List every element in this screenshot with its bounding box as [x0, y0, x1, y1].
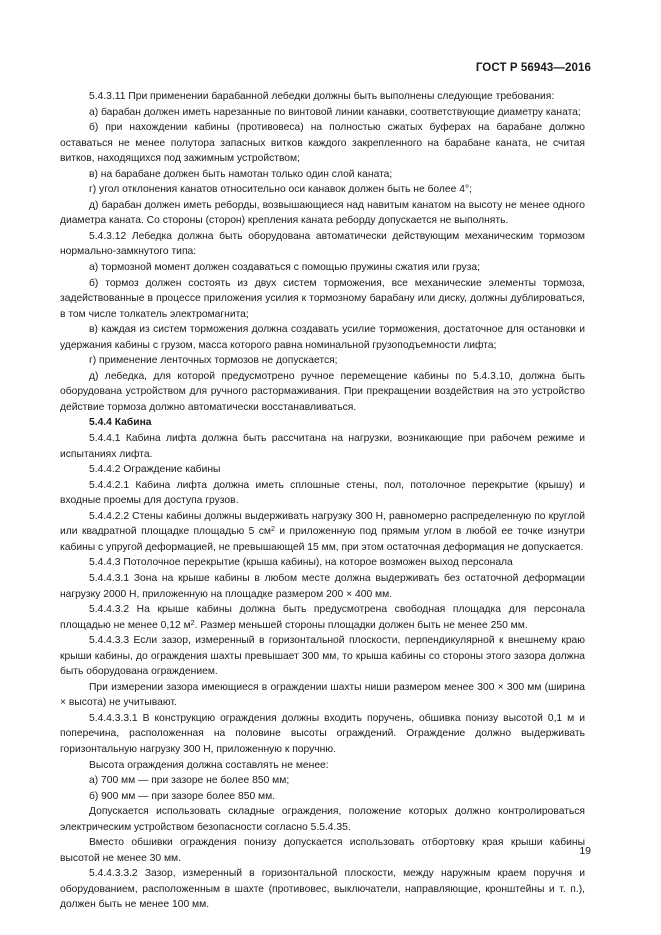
- list-item: г) применение ленточных тормозов не допускается;: [89, 355, 338, 367]
- paragraph: 5.4.3.11 При применении барабанной лебедки должны быть выполнены следующие требования:: [89, 91, 555, 102]
- paragraph: Вместо обшивки ограждения понизу допускается использовать отбортовку края крыши кабины высотой не менее 30 мм.: [60, 837, 585, 864]
- paragraph: [60, 602, 585, 633]
- paragraph: 5.4.4.3.1 Зона на крыше кабины в любом месте должна выдерживать без остаточной деформации нагрузку 2000 Н, приложенную на площадке размером 200 × 400 мм.: [60, 572, 585, 600]
- text-run: и приложенную под прямым углом в любой ее точке изнутри кабины с упругой деформацией, не превышающей 15 мм, при этом остаточная деформация не допускается.: [60, 526, 585, 553]
- page-number: 19: [579, 845, 591, 857]
- paragraph: Допускается использовать складные ограждения, положение которых должно контролироваться электрическим устройством безопасности согласно 5.5.4.35.: [60, 806, 585, 833]
- superscript: 2: [271, 526, 275, 534]
- list-item: б) тормоз должен состоять из двух систем торможения, все механические элементы тормоза, задействованные в процессе приложения усилия к тормозному барабану или диску, должны дублироваться, в том числе толкатель электромагнита;: [60, 277, 585, 320]
- document-body: [60, 89, 585, 913]
- text-run: 5.4.4.2.2 Стены кабины должны выдерживать нагрузку 300 Н, равномерно распределенную по круглой или квадратной площадке площадью 5 см: [60, 510, 585, 538]
- subsection-heading: 5.4.4.2 Ограждение кабины: [89, 464, 221, 476]
- section-heading: [60, 415, 585, 431]
- paragraph: 5.4.4.3.3.1 В конструкцию ограждения должны входить поручень, обшивка понизу высотой 0,1 м и поперечина, расположенная на половине высоты ограждений. Ограждение должно выдерживать горизонтальную нагрузку 300 Н, приложенную к поручню.: [60, 712, 585, 755]
- paragraph: 5.4.3.12 Лебедка должна быть оборудована автоматически действующим механическим тормозом нормально-замкнутого типа:: [60, 230, 585, 258]
- superscript: 2: [190, 619, 195, 627]
- list-item: г) угол отклонения канатов относительно оси канавок должен быть не более 4°;: [89, 184, 472, 196]
- list-item: в) на барабане должен быть намотан только один слой каната;: [89, 168, 393, 180]
- subsection-heading: 5.4.4.3 Потолочное перекрытие (крыша кабины), на которое возможен выход персонала: [89, 557, 513, 569]
- list-item: а) 700 мм — при зазоре не более 850 мм;: [89, 775, 290, 787]
- list-item: д) лебедка, для которой предусмотрено ручное перемещение кабины по 5.4.3.10, должна быть оборудована устройством для ручного растормаживания. При прекращении воздействия на это устройство действие тормоза должно автоматически восстанавливаться.: [60, 370, 585, 413]
- section-heading-text: 5.4.4 Кабина: [89, 417, 152, 429]
- paragraph: 5.4.4.3.3 Если зазор, измеренный в горизонтальной плоскости, перпендикулярной к внешнему краю крыши кабины, до ограждения шахты превышает 300 мм, то крыша кабины со стороны этого зазора должна быть оборудована ограждением.: [60, 635, 585, 678]
- list-item: д) барабан должен иметь реборды, возвышающиеся над навитым канатом на высоту не менее одного диаметра каната. Со стороны (сторон) крепления каната реборду допускается не выполнять.: [60, 199, 585, 227]
- list-item: а) барабан должен иметь нарезанные по винтовой линии канавки, соответствующие диаметру каната;: [89, 106, 581, 118]
- paragraph: 5.4.4.2.1 Кабина лифта должна иметь сплошные стены, пол, потолочное перекрытие (крышу) и входные проемы для доступа грузов.: [60, 479, 585, 507]
- paragraph: Высота ограждения должна составлять не менее:: [89, 759, 329, 771]
- text-run: . Размер меньшей стороны площадки должен быть не менее 250 мм.: [194, 619, 528, 631]
- paragraph: При измерении зазора имеющиеся в ограждении шахты ниши размером менее 300 × 300 мм (ширина × высота) не учитывают.: [60, 681, 585, 709]
- paragraph: 5.4.4.3.3.2 Зазор, измеренный в горизонтальной плоскости, между наружным краем поручня и оборудованием, расположенным в шахте (противовес, выключатели, направляющие, кронштейны и т. п.), должен быть не менее 100 мм.: [60, 868, 585, 911]
- list-item: в) каждая из систем торможения должна создавать усилие торможения, достаточное для остановки и удержания кабины с грузом, масса которого равна номинальной грузоподъемности лифта;: [60, 324, 585, 351]
- text-run: 5.4.4.3.2 На крыше кабины должна быть предусмотрена свободная площадка для персонала площадью не менее 0,12 м: [60, 604, 585, 631]
- document-header: ГОСТ Р 56943—2016: [475, 62, 591, 74]
- list-item: б) 900 мм — при зазоре более 850 мм.: [89, 790, 276, 802]
- list-item: б) при нахождении кабины (противовеса) на полностью сжатых буферах на барабане должно оставаться не менее полутора запасных витков каждого закрепленного на барабане каната, не считая витков, находящихся под зажимным устройством;: [60, 122, 585, 165]
- paragraph: 5.4.4.1 Кабина лифта должна быть рассчитана на нагрузки, возникающие при рабочем режиме и испытаниях лифта.: [60, 433, 585, 460]
- paragraph: [60, 509, 585, 556]
- list-item: а) тормозной момент должен создаваться с помощью пружины сжатия или груза;: [89, 262, 481, 274]
